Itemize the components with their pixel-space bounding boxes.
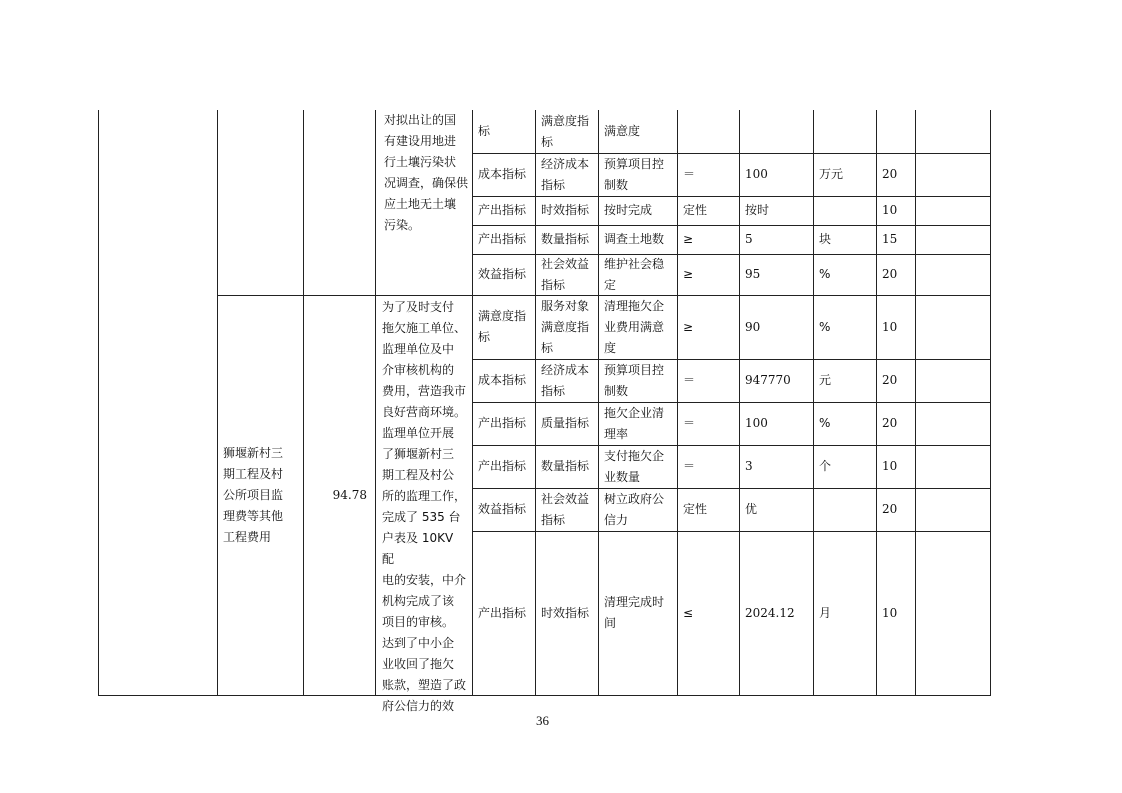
level2-indicator-line: 指标 [541, 277, 566, 292]
level3-indicator-line: 拖欠企业清 [604, 405, 665, 420]
remark [921, 295, 986, 359]
target-value-text [745, 200, 769, 221]
level3-indicator-line: 清理拖欠企 [604, 298, 665, 313]
level3-indicator-line: 制数 [604, 177, 629, 192]
page-number: 36 [536, 713, 549, 728]
project-amount-line: 94.78 [332, 487, 367, 502]
level3-indicator [604, 225, 673, 254]
weight-score-text [882, 164, 897, 185]
project-description-line: 项目的审核。 [382, 615, 455, 629]
level1-indicator [478, 445, 531, 488]
target-value [745, 153, 809, 196]
level2-indicator-text [541, 603, 589, 624]
target-value-text [745, 229, 753, 250]
project-description-line: 费用，营造我市 [382, 384, 467, 398]
level2-indicator-line: 指标 [541, 512, 566, 527]
remark [921, 110, 986, 153]
target-value-text [745, 603, 795, 624]
level2-indicator-text [541, 296, 589, 359]
unit-text [819, 603, 831, 624]
level1-indicator-line: 效益指标 [478, 267, 527, 281]
operator-line: 定性 [683, 203, 708, 217]
level2-indicator-text [541, 489, 589, 531]
operator-line: ＝ [683, 459, 696, 473]
weight-score-line: 20 [882, 267, 898, 281]
operator-text [683, 370, 695, 391]
weight-score-text [882, 499, 897, 520]
project-description-line: 所的监理工作， [382, 489, 467, 503]
unit-text [819, 413, 830, 434]
operator [683, 110, 735, 153]
operator-text [683, 499, 707, 520]
level1-indicator-text [478, 370, 526, 391]
weight-score [882, 359, 911, 402]
level3-indicator-text [604, 254, 664, 296]
remark [921, 196, 986, 225]
operator-line: ＝ [683, 373, 696, 387]
level3-indicator [604, 110, 673, 153]
unit-text [819, 229, 831, 250]
weight-score [882, 153, 911, 196]
level1-indicator [478, 254, 531, 295]
weight-score-text [882, 229, 897, 250]
level2-indicator-text [541, 154, 589, 196]
level1-indicator [478, 488, 531, 531]
level3-indicator [604, 488, 673, 531]
level2-indicator-text [541, 456, 589, 477]
operator [683, 488, 735, 531]
level1-indicator-text [478, 164, 526, 185]
operator-text [683, 200, 707, 221]
operator-line: ≥ [683, 232, 694, 246]
level1-indicator-line: 标 [478, 330, 491, 344]
unit [819, 359, 872, 402]
level1-indicator-text [478, 603, 526, 624]
weight-score-text [882, 370, 897, 391]
level2-indicator-text [541, 229, 589, 250]
weight-score-line: 20 [882, 416, 898, 430]
level2-indicator-line: 社会效益 [541, 491, 590, 506]
level2-indicator-line: 标 [541, 340, 554, 355]
level3-indicator-line: 满意度 [604, 124, 641, 138]
border-right [990, 110, 991, 695]
target-value [745, 359, 809, 402]
unit-line: % [819, 416, 831, 430]
unit [819, 488, 872, 531]
operator [683, 359, 735, 402]
column-divider [303, 110, 304, 695]
level3-indicator-line: 支付拖欠企 [604, 448, 665, 463]
level3-indicator-line: 维护社会稳 [604, 256, 665, 271]
level3-indicator-line: 调查土地数 [604, 232, 665, 246]
unit [819, 196, 872, 225]
level2-indicator-line: 标 [541, 134, 554, 149]
operator [683, 445, 735, 488]
project-description-line: 况调查，确保供 [384, 176, 469, 190]
level1-indicator-line: 产出指标 [478, 416, 527, 430]
column-divider [217, 110, 218, 695]
target-value-line: 95 [745, 267, 761, 281]
project-name-line: 狮堰新村三 [223, 445, 284, 460]
remark [921, 359, 986, 402]
level2-indicator-text [541, 111, 589, 153]
weight-score-line: 20 [882, 167, 898, 181]
project-description [382, 297, 468, 713]
project-description-line: 户表及 10KV 配 [382, 531, 454, 566]
level3-indicator-text [604, 200, 652, 221]
level1-indicator-text [478, 200, 526, 221]
project-description [384, 110, 468, 295]
level3-indicator-line: 业数量 [604, 469, 641, 484]
unit-text [819, 370, 831, 391]
weight-score-line: 10 [882, 203, 898, 217]
level2-indicator-text [541, 360, 589, 402]
level3-indicator-text [604, 229, 664, 250]
unit-line: 万元 [819, 167, 844, 181]
target-value [745, 531, 809, 695]
level2-indicator-line: 数量指标 [541, 232, 590, 246]
unit [819, 110, 872, 153]
weight-score-text [882, 317, 897, 338]
operator-line: ＝ [683, 416, 696, 430]
target-value-line: 5 [745, 232, 753, 246]
operator-line: 定性 [683, 502, 708, 516]
level2-indicator-line: 指标 [541, 383, 566, 398]
level1-indicator [478, 531, 531, 695]
weight-score [882, 110, 911, 153]
level2-indicator-text [541, 254, 589, 296]
level3-indicator-text [604, 489, 664, 531]
operator-text [683, 164, 695, 185]
unit-line: 月 [819, 605, 832, 620]
level1-indicator-line: 产出指标 [478, 203, 527, 217]
level3-indicator [604, 359, 673, 402]
operator-text [683, 456, 695, 477]
level1-indicator [478, 359, 531, 402]
weight-score-line: 15 [882, 232, 898, 246]
target-value-line: 100 [745, 416, 768, 430]
project-name-line: 理费等其他 [223, 508, 284, 523]
level2-indicator-line: 经济成本 [541, 156, 590, 171]
project-description-line: 监理单位开展 [382, 426, 455, 440]
target-value-line: 按时 [745, 203, 770, 217]
weight-score [882, 295, 911, 359]
weight-score-text [882, 264, 897, 285]
level1-indicator [478, 225, 531, 254]
remark [921, 254, 986, 295]
level3-indicator-line: 制数 [604, 383, 629, 398]
operator-text [683, 229, 693, 250]
level3-indicator-line: 按时完成 [604, 203, 653, 217]
project-description-line: 应土地无土壤 [384, 197, 457, 211]
operator [683, 153, 735, 196]
operator [683, 402, 735, 445]
level3-indicator-text [604, 403, 664, 445]
remark [921, 225, 986, 254]
level1-indicator-text [478, 306, 526, 348]
target-value-line: 优 [745, 502, 758, 516]
unit-text [819, 456, 831, 477]
level2-indicator [541, 402, 594, 445]
level3-indicator-line: 定 [604, 277, 617, 292]
weight-score [882, 445, 911, 488]
level1-indicator-line: 产出指标 [478, 459, 527, 473]
unit-line: 个 [819, 459, 832, 473]
level1-indicator-text [478, 413, 526, 434]
weight-score-line: 20 [882, 502, 898, 516]
unit [819, 295, 872, 359]
level2-indicator [541, 359, 594, 402]
level3-indicator-line: 间 [604, 616, 617, 630]
unit [819, 402, 872, 445]
project-description-text [384, 110, 468, 236]
weight-score-line: 10 [882, 605, 898, 620]
level3-indicator-line: 信力 [604, 512, 629, 527]
border-left [98, 110, 99, 695]
level1-indicator [478, 153, 531, 196]
unit-text [819, 317, 830, 338]
level2-indicator-line: 满意度指 [541, 319, 590, 334]
project-description-line: 监理单位及中 [382, 342, 455, 356]
level3-indicator-line: 业费用满意 [604, 319, 665, 334]
project-description-text [382, 297, 468, 717]
weight-score [882, 402, 911, 445]
level3-indicator [604, 295, 673, 359]
operator [683, 295, 735, 359]
level3-indicator-line: 理率 [604, 426, 629, 441]
level3-indicator-line: 预算项目控 [604, 362, 665, 377]
weight-score-text [882, 413, 897, 434]
weight-score-text [882, 456, 897, 477]
level2-indicator [541, 153, 594, 196]
level3-indicator-line: 清理完成时 [604, 595, 665, 609]
level2-indicator-line: 质量指标 [541, 416, 590, 430]
project-name-line: 公所项目监 [223, 487, 284, 502]
target-value [745, 110, 809, 153]
weight-score [882, 488, 911, 531]
unit-line: 元 [819, 373, 832, 387]
target-value-line: 90 [745, 319, 761, 334]
weight-score-line: 20 [882, 373, 898, 387]
level1-indicator-line: 标 [478, 124, 491, 138]
project-name-text [223, 443, 283, 548]
operator-text [683, 317, 693, 338]
level1-indicator-text [478, 121, 490, 142]
weight-score-text [882, 200, 897, 221]
unit-line: % [819, 267, 831, 281]
project-description-line: 良好营商环境。 [382, 405, 467, 419]
weight-score [882, 531, 911, 695]
operator-text [683, 413, 695, 434]
level2-indicator [541, 254, 594, 295]
level3-indicator [604, 196, 673, 225]
level3-indicator-text [604, 296, 664, 359]
level1-indicator-text [478, 456, 526, 477]
project-description-line: 期工程及村公 [382, 468, 455, 482]
target-value-text [745, 317, 760, 338]
operator-line: ≥ [683, 319, 694, 334]
level3-indicator-text [604, 446, 664, 488]
level2-indicator-line: 时效指标 [541, 605, 590, 620]
target-value-line: 947770 [745, 373, 791, 387]
project-description-line: 机构完成了该 [382, 594, 455, 608]
level2-indicator [541, 110, 594, 153]
weight-score [882, 225, 911, 254]
level1-indicator-line: 成本指标 [478, 373, 527, 387]
remark [921, 402, 986, 445]
level3-indicator [604, 531, 673, 695]
level1-indicator-line: 产出指标 [478, 232, 527, 246]
unit [819, 153, 872, 196]
operator [683, 531, 735, 695]
target-value-text [745, 456, 753, 477]
level2-indicator [541, 531, 594, 695]
target-value-text [745, 499, 757, 520]
level2-indicator [541, 445, 594, 488]
level1-indicator-line: 产出指标 [478, 605, 527, 620]
project-amount [309, 295, 367, 695]
project-description-line: 行土壤污染状 [384, 155, 457, 169]
level2-indicator-line: 经济成本 [541, 362, 590, 377]
target-value [745, 225, 809, 254]
target-value-text [745, 370, 791, 391]
target-value [745, 254, 809, 295]
level2-indicator [541, 196, 594, 225]
project-description-line: 污染。 [384, 218, 421, 232]
level1-indicator-line: 效益指标 [478, 502, 527, 516]
target-value [745, 295, 809, 359]
weight-score-text [882, 603, 897, 624]
weight-score [882, 254, 911, 295]
target-value [745, 402, 809, 445]
operator [683, 196, 735, 225]
unit-line: 块 [819, 232, 832, 246]
unit-line: % [819, 319, 831, 334]
level1-indicator-line: 满意度指 [478, 309, 527, 323]
level2-indicator-line: 满意度指 [541, 113, 590, 128]
unit [819, 445, 872, 488]
project-description-line: 电的安装，中介 [382, 573, 467, 587]
remark [921, 445, 986, 488]
unit-text [819, 264, 830, 285]
project-name-line: 工程费用 [223, 529, 272, 544]
target-value-line: 2024.12 [745, 605, 795, 620]
column-divider [375, 110, 376, 695]
weight-score-line: 10 [882, 319, 898, 334]
unit [819, 225, 872, 254]
level2-indicator-line: 指标 [541, 177, 566, 192]
level1-indicator-line: 成本指标 [478, 167, 527, 181]
level3-indicator-text [604, 121, 640, 142]
level3-indicator-line: 树立政府公 [604, 491, 665, 506]
weight-score-line: 10 [882, 459, 898, 473]
border-bottom [98, 695, 991, 696]
project-description-line: 业收回了拖欠 [382, 657, 455, 671]
project-description-line: 为了及时支付 [382, 300, 455, 314]
project-description-line: 府公信力的效 [382, 699, 455, 713]
unit-text [819, 164, 843, 185]
operator-text [683, 264, 693, 285]
level2-indicator-line: 服务对象 [541, 298, 590, 313]
level2-indicator-text [541, 413, 589, 434]
operator-line: ≤ [683, 605, 694, 620]
operator-line: ＝ [683, 167, 696, 181]
level2-indicator-line: 社会效益 [541, 256, 590, 271]
target-value-text [745, 264, 760, 285]
level1-indicator [478, 295, 531, 359]
level2-indicator [541, 225, 594, 254]
operator-line: ≥ [683, 267, 694, 281]
level3-indicator [604, 254, 673, 295]
level3-indicator [604, 445, 673, 488]
unit [819, 531, 872, 695]
project-description-line: 有建设用地进 [384, 134, 457, 148]
remark [921, 531, 986, 695]
target-value-text [745, 164, 768, 185]
target-value-line: 3 [745, 459, 753, 473]
weight-score [882, 196, 911, 225]
project-name [223, 295, 299, 695]
level1-indicator-text [478, 499, 526, 520]
target-value-line: 100 [745, 167, 768, 181]
target-value [745, 445, 809, 488]
level3-indicator-text [604, 154, 664, 196]
project-name-line: 期工程及村 [223, 466, 284, 481]
project-description-line: 对拟出让的国 [384, 113, 457, 127]
operator [683, 225, 735, 254]
level3-indicator-text [604, 360, 664, 402]
remark [921, 153, 986, 196]
remark [921, 488, 986, 531]
level3-indicator [604, 402, 673, 445]
level2-indicator [541, 488, 594, 531]
level1-indicator [478, 110, 531, 153]
level2-indicator [541, 295, 594, 359]
level2-indicator-line: 时效指标 [541, 203, 590, 217]
operator-text [683, 603, 693, 624]
project-amount-text [333, 485, 367, 506]
target-value [745, 196, 809, 225]
project-description-line: 拖欠施工单位、 [382, 321, 467, 335]
level1-indicator [478, 196, 531, 225]
project-description-line: 介审核机构的 [382, 363, 455, 377]
target-value [745, 488, 809, 531]
level1-indicator-text [478, 264, 526, 285]
project-description-line: 了狮堰新村三 [382, 447, 455, 461]
operator [683, 254, 735, 295]
unit [819, 254, 872, 295]
level3-indicator-line: 预算项目控 [604, 156, 665, 171]
level2-indicator-line: 数量指标 [541, 459, 590, 473]
project-description-line: 达到了中小企 [382, 636, 455, 650]
level3-indicator-text [604, 592, 664, 634]
level1-indicator-text [478, 229, 526, 250]
level2-indicator-text [541, 200, 589, 221]
level3-indicator-line: 度 [604, 340, 617, 355]
level1-indicator [478, 402, 531, 445]
project-description-line: 账款，塑造了政 [382, 678, 467, 692]
level3-indicator [604, 153, 673, 196]
target-value-text [745, 413, 768, 434]
project-description-line: 完成了 535 台 [382, 510, 461, 524]
